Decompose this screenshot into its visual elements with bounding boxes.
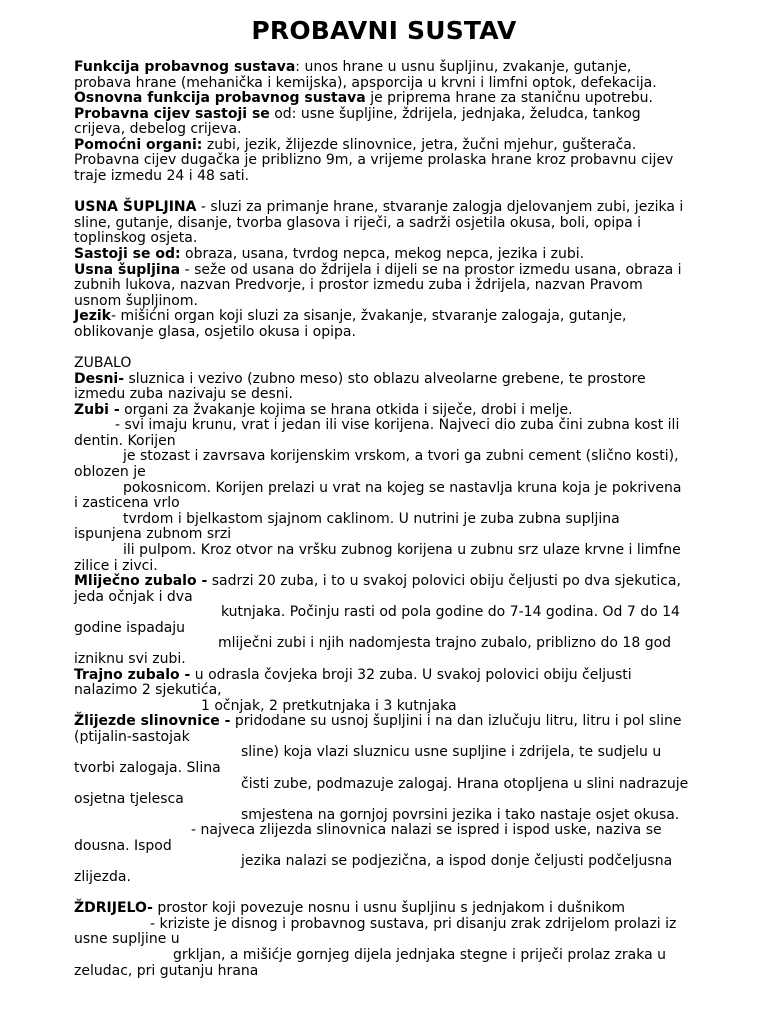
text-line [74, 948, 754, 964]
line-text: od: usne šupljine, ždrijela, jednjaka, želudca, tankog [269, 105, 641, 122]
line-text: mliječni zubi i njih nadomjesta trajno zubalo, priblizno do 18 god [218, 635, 672, 652]
term-label: Mliječno zubalo - [74, 573, 208, 590]
text-line [74, 309, 754, 325]
text-line [74, 200, 754, 216]
paragraph-tube-length [74, 153, 754, 184]
text-line [74, 169, 754, 185]
section-pharynx [74, 901, 754, 979]
document-title: PROBAVNI SUSTAV [251, 16, 517, 45]
blank-line [74, 185, 754, 201]
text-line [74, 761, 754, 777]
text-line [74, 808, 754, 824]
text-line [74, 777, 754, 793]
document-body [74, 60, 754, 979]
text-line [74, 652, 754, 668]
text-line [74, 512, 754, 528]
text-line [74, 932, 754, 948]
line-text: prostor koji povezuje nosnu i usnu šupljinu s jednjakom i dušnikom [152, 900, 626, 917]
line-text: oblozen je [74, 464, 146, 481]
line-text: - sluzi za primanje hrane, stvaranje zalogja djelovanjem zubi, jezika i [196, 199, 684, 216]
paragraph-accessory-organs [74, 138, 754, 154]
line-text: zlijezda. [74, 869, 131, 886]
line-text: usne supljine u [74, 931, 180, 948]
text-line [74, 699, 754, 715]
text-line [74, 917, 754, 933]
line-text: čisti zube, podmazuje zalogaj. Hrana otopljena u slini nadrazuje [241, 775, 689, 792]
line-text: pridodane su usnoj šupljini i na dan izlučuju litru, litru i pol sline [230, 713, 682, 730]
text-line [74, 870, 754, 886]
text-line [74, 590, 754, 606]
line-text: smjestena na gornjoj povrsini jezika i tako nastaje osjet okusa. [241, 806, 680, 823]
line-text: godine ispadaju [74, 619, 186, 636]
line-text: - mišićni organ koji sluzi za sisanje, žvakanje, stvaranje zalogaja, gutanje, [110, 308, 627, 325]
line-text: 1 očnjak, 2 pretkutnjaka i 3 kutnjaka [201, 697, 457, 714]
paragraph-function [74, 60, 754, 91]
term-label: Usna šupljina [74, 261, 181, 278]
line-text: - kriziste je disnog i probavnog sustava, pri disanju zrak zdrijelom prolazi iz [150, 915, 677, 932]
paragraph-milk-teeth [74, 574, 754, 667]
section-heading: ZUBALO [74, 354, 132, 371]
line-text: u odrasla čovjeka broji 32 zuba. U svakoj polovici obiju čeljusti [190, 666, 632, 683]
line-text: probava hrane (mehanička i kemijska), apsporcija u krvni i limfni optok, defekacija. [74, 74, 657, 91]
text-line [74, 605, 754, 621]
line-text: ili pulpom. Kroz otvor na vršku zubnog korijena u zubnu srz ulaze krvne i limfne [123, 541, 681, 558]
text-line [74, 434, 754, 450]
line-text: i zasticena vrlo [74, 495, 180, 512]
text-line [74, 730, 754, 746]
line-text: sline) koja vlazi sluznicu usne supljine i zdrijela, te sudjelu u [241, 744, 662, 761]
text-line [74, 372, 754, 388]
text-line [74, 481, 754, 497]
term-label: Trajno zubalo - [74, 666, 191, 683]
line-text: dentin. Korijen [74, 432, 176, 449]
line-text: jeda očnjak i dva [74, 588, 193, 605]
line-text: traje izmedu 24 i 48 sati. [74, 168, 250, 185]
line-text: osjetna tjelesca [74, 791, 184, 808]
paragraph-salivary-glands [74, 714, 754, 885]
paragraph-tongue [74, 309, 754, 340]
text-line [74, 668, 754, 684]
line-text: - najveca zlijezda slinovnica nalazi se ispred i ispod uske, naziva se [191, 822, 662, 839]
line-text: - seže od usana do ždrijela i dijeli se na prostor izmedu usana, obraza i [180, 261, 682, 278]
line-text: sluznica i vezivo (zubno meso) sto oblazu alveolarne grebene, te prostore [124, 370, 646, 387]
text-line [74, 263, 754, 279]
text-line [74, 418, 754, 434]
line-text: zilice i zivci. [74, 557, 158, 574]
text-line [74, 403, 754, 419]
text-line [74, 621, 754, 637]
term-label: Zubi - [74, 401, 120, 418]
paragraph-permanent-teeth [74, 668, 754, 715]
line-text: organi za žvakanje kojima se hrana otkida i siječe, drobi i melje. [119, 401, 573, 418]
line-text: : unos hrane u usnu šupljinu, zvakanje, gutanje, [295, 59, 632, 75]
text-line [74, 527, 754, 543]
paragraph-oral-cavity-extent [74, 263, 754, 310]
line-text: izniknu svi zubi. [74, 650, 186, 667]
text-line [74, 683, 754, 699]
text-line [74, 107, 754, 123]
line-text: toplinskog osjeta. [74, 230, 198, 247]
paragraph-oral-cavity-parts [74, 247, 754, 263]
term-label: Osnovna funkcija probavnog sustava [74, 90, 366, 107]
term-label: Sastoji se od: [74, 245, 181, 262]
line-text: dousna. Ispod [74, 837, 172, 854]
line-text: usnom šupljinom. [74, 292, 198, 309]
section-oral-cavity [74, 200, 754, 340]
text-line [74, 122, 754, 138]
line-text: zeludac, pri gutanju hrana [74, 962, 259, 979]
line-text: grkljan, a mišićje gornjeg dijela jednjaka stegne i priječi prolaz zraka u [173, 946, 667, 963]
line-text: ispunjena zubnom srzi [74, 526, 232, 543]
line-text: je stozast i zavrsava korijenskim vrskom, a tvori ga zubni cement (slično kosti), [123, 448, 679, 465]
line-text: je priprema hrane za staničnu upotrebu. [365, 90, 653, 107]
term-label: Desni- [74, 370, 125, 387]
paragraph-digestive-tube [74, 107, 754, 138]
text-line [74, 231, 754, 247]
line-text: crijeva, debelog crijeva. [74, 121, 242, 138]
text-line [74, 294, 754, 310]
text-line [74, 714, 754, 730]
term-label: USNA ŠUPLJINA [74, 199, 197, 216]
text-line [74, 387, 754, 403]
section-dentition [74, 356, 754, 886]
text-line [74, 574, 754, 590]
line-text: sline, gutanje, disanje, tvorba glasova i riječi, a sadrži osjetila okusa, boli, opipa i [74, 214, 642, 231]
section-overview [74, 60, 754, 185]
line-text: jezika nalazi se podjezična, a ispod donje čeljusti podčeljusna [241, 853, 673, 870]
text-line [74, 823, 754, 839]
text-line [74, 559, 754, 575]
text-line [74, 465, 754, 481]
term-label: Funkcija probavnog sustava [74, 59, 296, 75]
line-text: pokosnicom. Korijen prelazi u vrat na kojeg se nastavlja kruna koja je pokrivena [123, 479, 682, 496]
text-line [74, 60, 754, 76]
line-text: zubi, jezik, žlijezde slinovnice, jetra, žučni mjehur, gušterača. [202, 136, 637, 153]
term-label: Probavna cijev sastoji se [74, 105, 270, 122]
line-text: oblikovanje glasa, osjetilo okusa i opipa. [74, 323, 356, 340]
text-line [74, 247, 754, 263]
text-line [74, 745, 754, 761]
term-label: ŽDRIJELO- [74, 900, 153, 917]
paragraph-teeth [74, 403, 754, 574]
line-text: zubnih lukova, nazvan Predvorje, i prostor izmedu zuba i ždrijela, nazvan Pravom [74, 277, 643, 294]
term-label: Žlijezde slinovnice - [74, 713, 231, 730]
text-line [74, 76, 754, 92]
text-line [74, 449, 754, 465]
line-text: obraza, usana, tvrdog nepca, mekog nepca, jezika i zubi. [180, 245, 585, 262]
blank-line [74, 340, 754, 356]
text-line [74, 138, 754, 154]
text-line [74, 636, 754, 652]
text-line [74, 325, 754, 341]
term-label: Pomoćni organi: [74, 136, 203, 153]
text-line [74, 901, 754, 917]
text-line [74, 854, 754, 870]
text-line [74, 496, 754, 512]
text-line [74, 839, 754, 855]
text-line [74, 792, 754, 808]
paragraph-oral-cavity-intro [74, 200, 754, 247]
text-line [74, 964, 754, 980]
blank-line [74, 886, 754, 902]
term-label: Jezik [74, 308, 111, 325]
line-text: - svi imaju krunu, vrat i jedan ili vise korijena. Najveci dio zuba čini zubna kost ili [115, 417, 680, 434]
paragraph-main-function [74, 91, 754, 107]
text-line [74, 216, 754, 232]
line-text: tvrdom i bjelkastom sjajnom caklinom. U nutrini je zuba zubna supljina [123, 510, 620, 527]
paragraph-gums [74, 372, 754, 403]
text-line [74, 278, 754, 294]
line-text: nalazimo 2 sjekutića, [74, 682, 222, 699]
text-line [74, 91, 754, 107]
line-text: Probavna cijev dugačka je priblizno 9m, a vrijeme prolaska hrane kroz probavnu cijev [74, 152, 674, 169]
line-text: sadrzi 20 zuba, i to u svakoj polovici obiju čeljusti po dva sjekutica, [207, 573, 681, 590]
line-text: kutnjaka. Počinju rasti od pola godine do 7-14 godina. Od 7 do 14 [221, 604, 680, 621]
line-text: (ptijalin-sastojak [74, 728, 190, 745]
line-text: tvorbi zalogaja. Slina [74, 760, 221, 777]
text-line [74, 543, 754, 559]
paragraph-pharynx [74, 901, 754, 979]
text-line [74, 153, 754, 169]
line-text: izmedu zuba nazivaju se desni. [74, 386, 293, 403]
